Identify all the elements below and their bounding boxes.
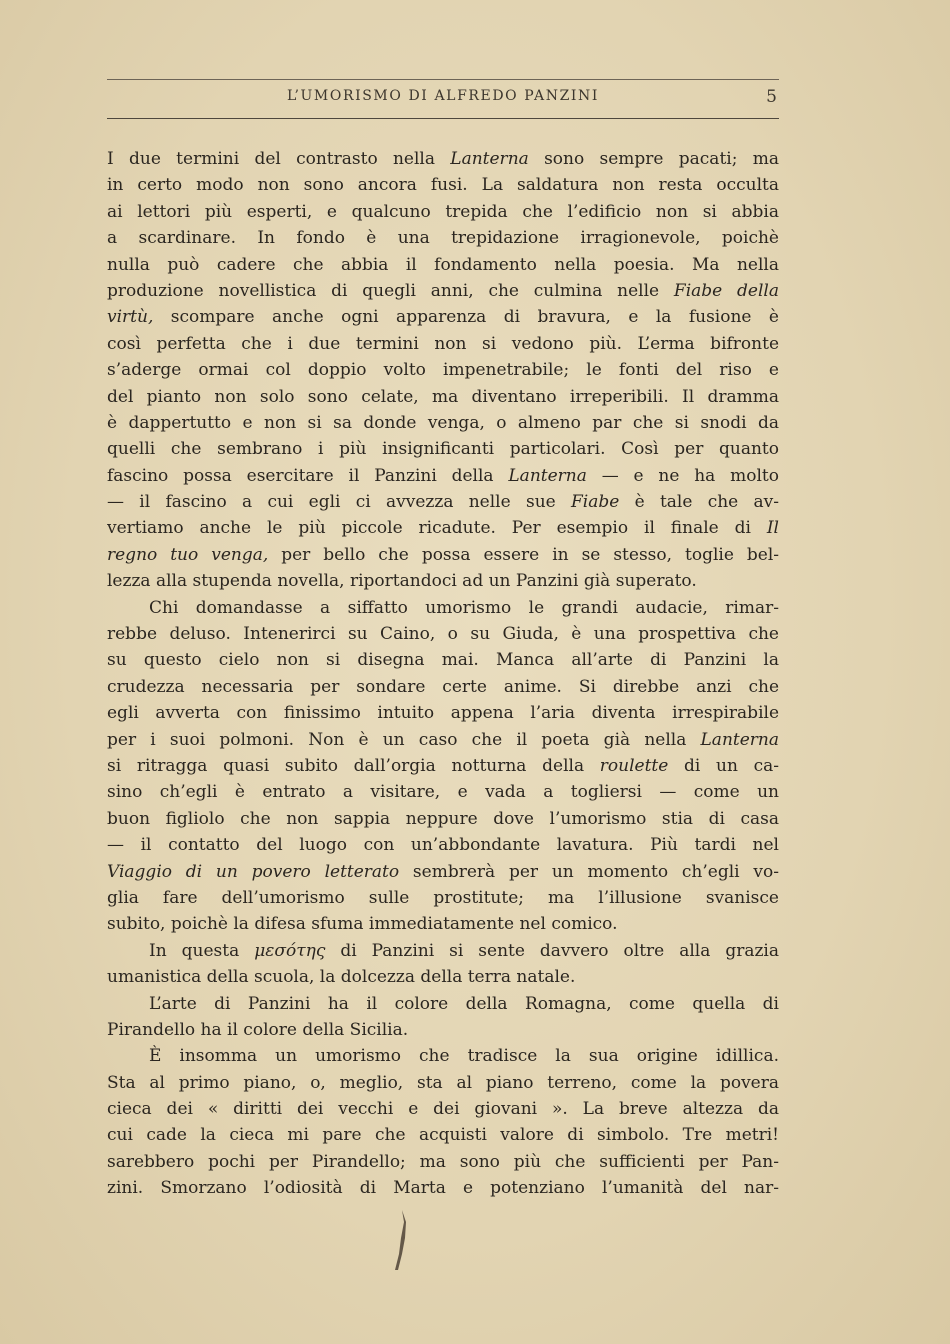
text-line	[107, 885, 779, 911]
text-line	[107, 647, 779, 673]
text-line	[107, 252, 779, 278]
text-segment: per i suoi polmoni. Non è un caso che il poeta già nella	[107, 729, 701, 750]
text-line	[107, 225, 779, 251]
italic-text: Fiabe	[571, 492, 620, 513]
text-line	[107, 1043, 779, 1069]
ink-smudge-mark	[392, 1208, 408, 1272]
text-line	[107, 700, 779, 726]
text-segment: ai lettori più esperti, e qualcuno trepida che l’edificio non si abbia	[107, 201, 779, 222]
header-rule-bottom	[107, 118, 779, 119]
italic-text: roulette	[599, 755, 669, 776]
text-line	[107, 964, 779, 990]
text-line	[107, 436, 779, 462]
text-segment: — e ne ha molto	[586, 465, 779, 486]
text-segment: vertiamo anche le più piccole ricadute. Per esempio il finale di	[107, 518, 767, 539]
text-segment: di un ca-	[668, 755, 779, 776]
italic-text: Lanterna	[700, 729, 779, 750]
text-line	[107, 727, 779, 753]
text-segment: È insomma un umorismo che tradisce la sua origine idillica.	[149, 1046, 779, 1067]
text-segment: di Panzini si sente davvero oltre alla grazia	[325, 940, 779, 961]
body-text	[107, 146, 779, 1202]
text-line	[107, 568, 779, 594]
text-segment: quelli che sembrano i più insignificanti particolari. Così per quanto	[107, 439, 779, 460]
text-line	[107, 278, 779, 304]
text-segment: glia fare dell’umorismo sulle prostitute; ma l’illusione svanisce	[107, 887, 779, 908]
text-segment: nulla può cadere che abbia il fondamento nella poesia. Ma nella	[107, 254, 779, 275]
text-segment: a scardinare. In fondo è una trepidazione irragionevole, poichè	[107, 228, 779, 249]
page-number: 5	[766, 87, 777, 107]
text-segment: è tale che av-	[619, 492, 779, 513]
text-line	[107, 832, 779, 858]
italic-text: Viaggio di un povero letterato	[107, 861, 400, 882]
text-segment: si ritragga quasi subito dall’orgia notturna della	[107, 755, 600, 776]
text-line	[107, 1122, 779, 1148]
italic-text: Il	[766, 518, 779, 539]
text-segment: in certo modo non sono ancora fusi. La saldatura non resta occulta	[107, 175, 779, 196]
text-line	[107, 779, 779, 805]
text-segment: buon figliolo che non sappia neppure dove l’umorismo stia di casa	[107, 808, 779, 829]
text-segment: Chi domandasse a siffatto umorismo le grandi audacie, rimar-	[149, 597, 779, 618]
text-line	[107, 1017, 779, 1043]
italic-text: Lanterna	[450, 149, 529, 169]
text-line	[107, 1070, 779, 1096]
text-line	[107, 172, 779, 198]
text-segment: così perfetta che i due termini non si vedono più. L’erma bifronte	[107, 333, 779, 354]
text-line	[107, 304, 779, 330]
running-head	[107, 88, 779, 110]
italic-text: virtù,	[107, 307, 154, 328]
text-segment: su questo cielo non si disegna mai. Manca all’arte di Panzini la	[107, 650, 779, 671]
text-segment: per bello che possa essere in se stesso, toglie bel-	[268, 544, 779, 565]
text-segment: fascino possa esercitare il Panzini della	[107, 465, 509, 486]
italic-text: Lanterna	[508, 465, 587, 486]
text-line	[107, 991, 779, 1017]
text-segment: rebbe deluso. Intenerirci su Caino, o su Giuda, è una prospettiva che	[107, 624, 779, 645]
text-line	[107, 938, 779, 964]
text-line	[107, 911, 779, 937]
text-line	[107, 357, 779, 383]
text-segment: sembrerà per un momento ch’egli vo-	[399, 861, 779, 882]
text-segment: Sta al primo piano, o, meglio, sta al piano terreno, come la povera	[107, 1072, 779, 1093]
text-segment: lezza alla stupenda novella, riportandoci ad un Panzini già superato.	[107, 571, 697, 592]
header-rule-top	[107, 79, 779, 80]
italic-text: μεσότης	[254, 940, 326, 961]
text-segment: cieca dei « diritti dei vecchi e dei giovani ». La breve altezza da	[107, 1099, 779, 1120]
text-line	[107, 489, 779, 515]
text-line	[107, 146, 779, 172]
text-segment: — il fascino a cui egli ci avvezza nelle sue	[107, 492, 571, 513]
text-line	[107, 806, 779, 832]
text-segment: In questa	[149, 940, 255, 961]
text-segment: scompare anche ogni apparenza di bravura, e la fusione è	[153, 307, 779, 328]
text-line	[107, 331, 779, 357]
text-line	[107, 542, 779, 568]
text-segment: s’aderge ormai col doppio volto impenetrabile; le fonti del riso e	[107, 360, 779, 381]
italic-text: regno tuo venga,	[107, 544, 269, 565]
text-segment: zini. Smorzano l’odiosità di Marta e potenziano l’umanità del nar-	[107, 1178, 779, 1199]
text-segment: Pirandello ha il colore della Sicilia.	[107, 1019, 409, 1040]
text-line	[107, 595, 779, 621]
text-line	[107, 674, 779, 700]
text-line	[107, 1175, 779, 1201]
text-segment: sono sempre pacati; ma	[528, 149, 779, 169]
text-line	[107, 515, 779, 541]
text-segment: produzione novellistica di quegli anni, che culmina nelle	[107, 280, 674, 301]
text-line	[107, 199, 779, 225]
italic-text: Fiabe della	[673, 280, 779, 301]
text-segment: umanistica della scuola, la dolcezza della terra natale.	[107, 967, 576, 988]
text-segment: L’arte di Panzini ha il colore della Romagna, come quella di	[149, 993, 779, 1014]
text-segment: sino ch’egli è entrato a visitare, e vada a togliersi — come un	[107, 782, 779, 803]
text-line	[107, 410, 779, 436]
text-line	[107, 1096, 779, 1122]
text-line	[107, 753, 779, 779]
text-segment: crudezza necessaria per sondare certe anime. Si direbbe anzi che	[107, 676, 779, 697]
text-segment: cui cade la cieca mi pare che acquisti valore di simbolo. Tre metri!	[107, 1125, 779, 1146]
text-segment: è dappertutto e non si sa donde venga, o almeno par che si snodi da	[107, 412, 779, 433]
text-segment: — il contatto del luogo con un’abbondante lavatura. Più tardi nel	[107, 835, 779, 856]
text-segment: del pianto non solo sono celate, ma diventano irreperibili. Il dramma	[107, 386, 779, 407]
text-segment: egli avverta con finissimo intuito appena l’aria diventa irrespirabile	[107, 703, 779, 724]
text-line	[107, 859, 779, 885]
text-segment: sarebbero pochi per Pirandello; ma sono più che sufficienti per Pan-	[107, 1151, 779, 1172]
text-line	[107, 384, 779, 410]
text-line	[107, 621, 779, 647]
text-line	[107, 1149, 779, 1175]
running-title: L’UMORISMO DI ALFREDO PANZINI	[286, 88, 600, 104]
text-segment: I due termini del contrasto nella	[107, 149, 451, 169]
text-line	[107, 463, 779, 489]
text-segment: subito, poichè la difesa sfuma immediatamente nel comico.	[107, 914, 618, 935]
